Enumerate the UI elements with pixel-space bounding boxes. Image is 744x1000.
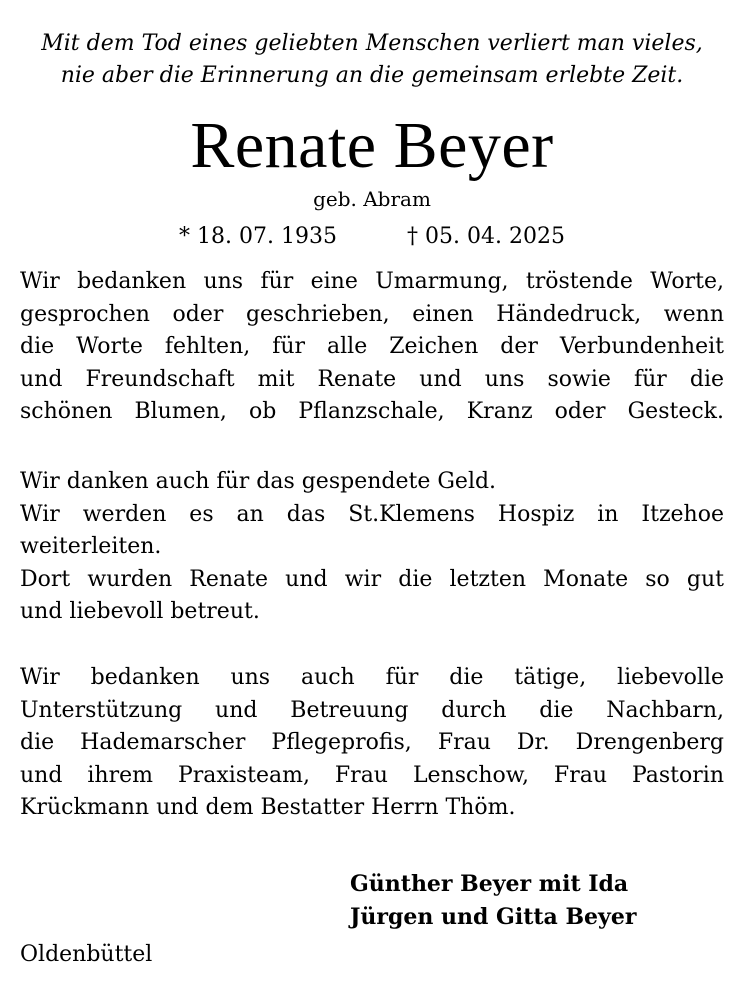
thanks-paragraph-1 xyxy=(20,266,724,429)
birth-date: * 18. 07. 1935 xyxy=(179,224,337,249)
place-name: Oldenbüttel xyxy=(20,942,153,967)
paragraph-line: Dort wurden Renate und wir die letzten Monate so gut xyxy=(20,566,724,592)
paragraph-line: Wir bedanken uns auch für die tätige, liebevolle xyxy=(20,665,724,690)
signer-line-2: Jürgen und Gitta Beyer xyxy=(350,904,637,930)
thanks-paragraph-2 xyxy=(20,466,724,629)
motto-quote xyxy=(0,28,744,92)
paragraph-line: Wir bedanken uns für eine Umarmung, tröstende Worte, xyxy=(20,269,724,294)
paragraph-line: Wir werden es an das St.Klemens Hospiz in Itzehoe xyxy=(20,501,724,527)
paragraph-line: die Worte fehlten, für alle Zeichen der Verbundenheit xyxy=(20,334,724,359)
paragraph-line: die Hademarscher Pflegeprofis, Frau Dr. Drengenberg xyxy=(20,730,724,755)
paragraph-line: gesprochen oder geschrieben, einen Händedruck, wenn xyxy=(20,301,724,327)
death-date: † 05. 04. 2025 xyxy=(407,224,565,249)
paragraph-line: und liebevoll betreut. xyxy=(20,599,260,624)
paragraph-line: Unterstützung und Betreuung durch die Nachbarn, xyxy=(20,697,724,723)
paragraph-line: und Freundschaft mit Renate und uns sowie für die xyxy=(20,366,724,392)
maiden-name: geb. Abram xyxy=(313,187,431,211)
deceased-name: Renate Beyer xyxy=(190,109,554,182)
paragraph-line: weiterleiten. xyxy=(20,534,162,559)
signers xyxy=(350,868,636,934)
paragraph-line: Krückmann und dem Bestatter Herrn Thöm. xyxy=(20,795,516,820)
paragraph-line: schönen Blumen, ob Pflanzschale, Kranz oder Gesteck. xyxy=(20,399,724,424)
thanks-paragraph-3 xyxy=(20,662,724,825)
paragraph-line: und ihrem Praxisteam, Frau Lenschow, Frau Pastorin xyxy=(20,762,724,788)
life-dates xyxy=(0,222,744,252)
signer-line-1: Günther Beyer mit Ida xyxy=(350,871,629,897)
motto-line-1: Mit dem Tod eines geliebten Menschen verliert man vieles, xyxy=(41,31,703,56)
motto-line-2: nie aber die Erinnerung an die gemeinsam erlebte Zeit. xyxy=(60,63,684,88)
paragraph-line: Wir danken auch für das gespendete Geld. xyxy=(20,469,497,494)
